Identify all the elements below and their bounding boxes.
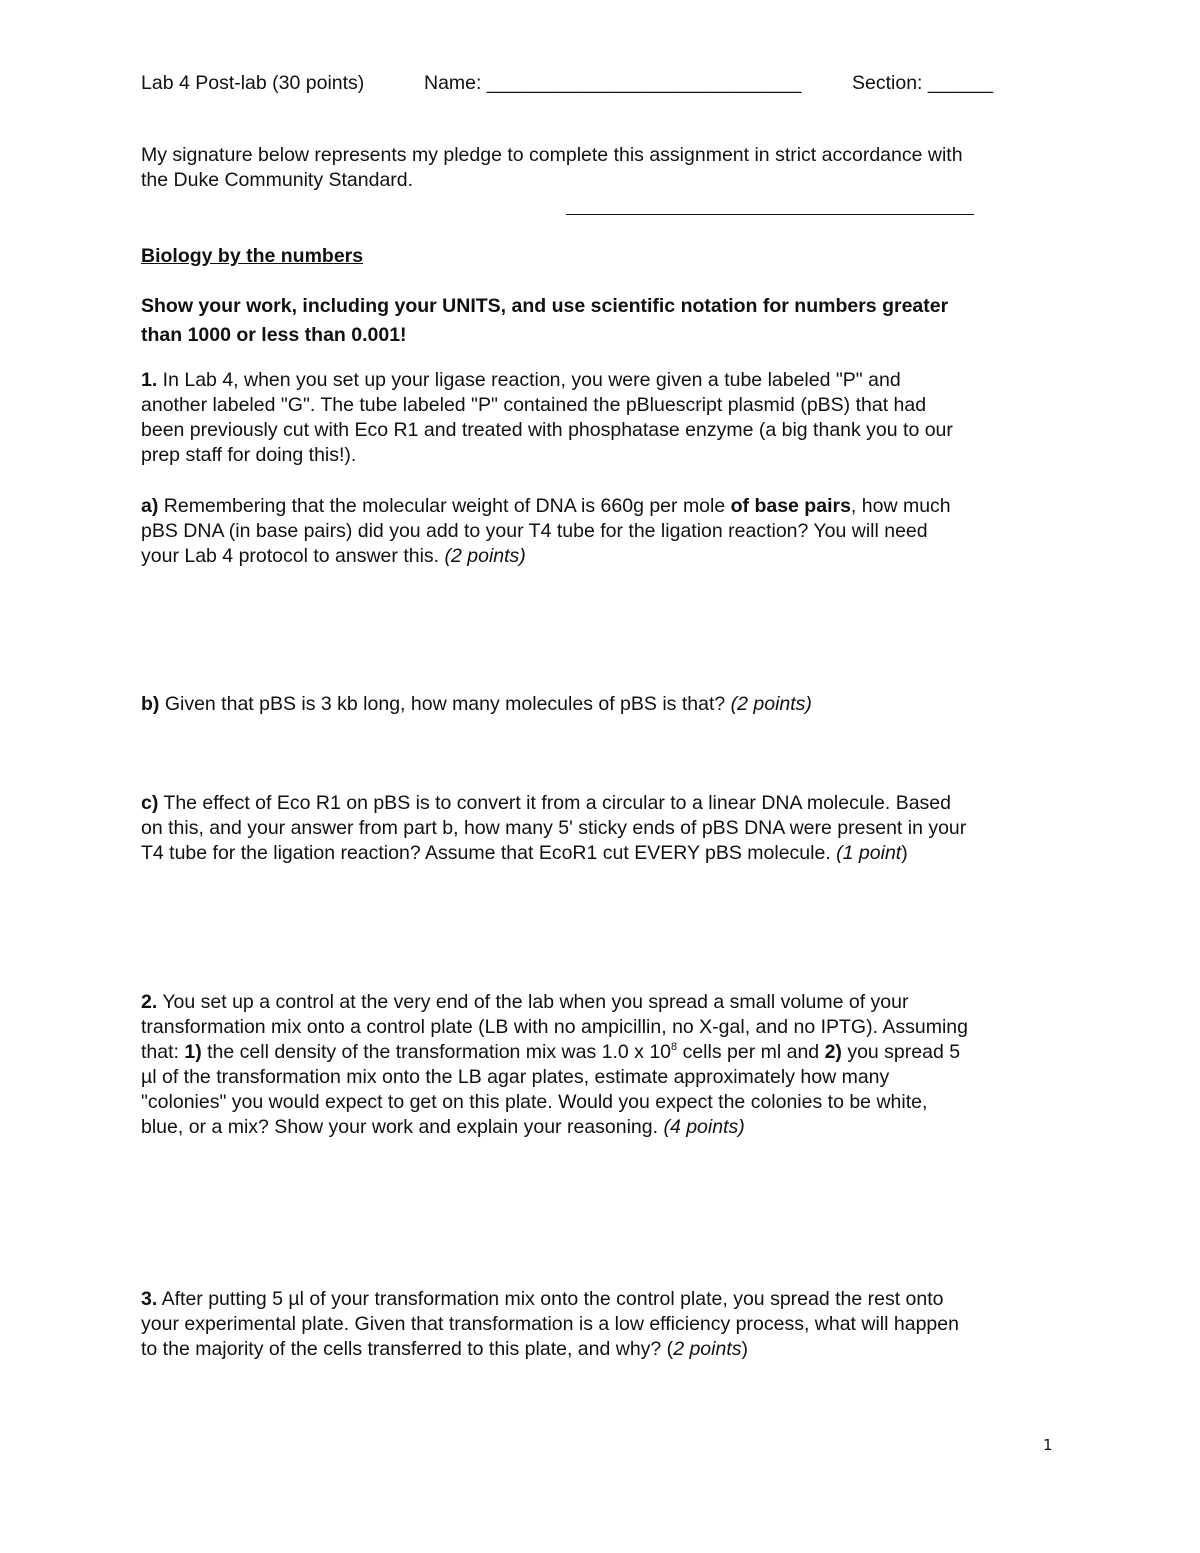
name-field: Name: _____________________________ <box>424 72 802 94</box>
question-2-line-2: transformation mix onto a control plate (LB with no ampicillin, no X-gal, and no IPTG). Assuming <box>141 1016 968 1038</box>
pledge-line-2: the Duke Community Standard. <box>141 169 414 191</box>
question-1a <box>141 494 1071 569</box>
question-1-line-4: prep staff for doing this!). <box>141 444 357 466</box>
question-2-line-3c: cells per ml and <box>677 1041 825 1063</box>
question-1c-line-3: T4 tube for the ligation reaction? Assume that EcoR1 cut EVERY pBS molecule. <box>141 842 837 864</box>
question-3-points-close: ) <box>741 1338 748 1360</box>
question-1b-text: Given that pBS is 3 kb long, how many molecules of pBS is that? <box>159 693 731 715</box>
instructions-line-2: than 1000 or less than 0.001! <box>141 324 407 346</box>
question-2-line-3d: you spread 5 <box>841 1041 961 1063</box>
question-1c-points: (1 point <box>836 842 902 864</box>
question-1-line-3: been previously cut with Eco R1 and treated with phosphatase enzyme (a big thank you to our <box>141 419 953 441</box>
question-3-number: 3. <box>141 1288 158 1310</box>
section-heading <box>141 244 1071 269</box>
instructions-line-1: Show your work, including your UNITS, and use scientific notation for numbers greater <box>141 295 949 317</box>
question-1a-points: (2 points) <box>444 545 526 567</box>
question-1a-line-1: Remembering that the molecular weight of DNA is 660g per mole <box>158 495 731 517</box>
question-1b-letter: b) <box>141 693 160 715</box>
question-1 <box>141 368 1071 468</box>
question-2-points: (4 points) <box>663 1116 745 1138</box>
section-field: Section: ______ <box>852 72 993 94</box>
question-1-line-1: In Lab 4, when you set up your ligase reaction, you were given a tube labeled "P" and <box>157 369 901 391</box>
question-2-number: 2. <box>141 991 158 1013</box>
question-2-line-1: You set up a control at the very end of the lab when you spread a small volume of your <box>157 991 909 1013</box>
question-1b-points: (2 points) <box>730 693 812 715</box>
question-1c-line-2: on this, and your answer from part b, how many 5' sticky ends of pBS DNA were present in your <box>141 817 967 839</box>
question-2-line-3b: the cell density of the transformation mix was 1.0 x 10 <box>201 1041 672 1063</box>
question-1-line-2: another labeled "G". The tube labeled "P" contained the pBluescript plasmid (pBS) that had <box>141 394 927 416</box>
question-3-line-1: After putting 5 µl of your transformation mix onto the control plate, you spread the rest onto <box>157 1288 944 1310</box>
page-number: 1 <box>1043 1436 1053 1454</box>
question-1a-line-3: your Lab 4 protocol to answer this. <box>141 545 445 567</box>
question-2 <box>141 990 1071 1140</box>
instructions <box>141 292 1071 350</box>
lab-title: Lab 4 Post-lab (30 points) <box>141 72 365 94</box>
question-1c <box>141 791 1071 866</box>
signature-line <box>566 214 974 215</box>
question-1-number: 1. <box>141 369 158 391</box>
question-1a-emphasis: of base pairs <box>730 495 851 517</box>
question-2-condition-1: 1) <box>184 1041 202 1063</box>
question-1c-points-close: ) <box>901 842 908 864</box>
question-2-line-4: µl of the transformation mix onto the LB agar plates, estimate approximately how many <box>141 1066 890 1088</box>
question-3-line-3: to the majority of the cells transferred to this plate, and why? ( <box>141 1338 674 1360</box>
pledge-statement <box>141 143 1071 193</box>
question-3-points: 2 points <box>673 1338 742 1360</box>
heading-text: Biology by the numbers <box>141 245 364 267</box>
question-1a-letter: a) <box>141 495 159 517</box>
question-1c-line-1: The effect of Eco R1 on pBS is to convert it from a circular to a linear DNA molecule. Based <box>158 792 951 814</box>
question-2-line-3a: that: <box>141 1041 185 1063</box>
question-2-line-6: blue, or a mix? Show your work and explain your reasoning. <box>141 1116 664 1138</box>
question-1c-letter: c) <box>141 792 159 814</box>
question-2-line-5: "colonies" you would expect to get on this plate. Would you expect the colonies to be white, <box>141 1091 928 1113</box>
question-3-line-2: your experimental plate. Given that transformation is a low efficiency process, what will happen <box>141 1313 959 1335</box>
question-1a-line-2: pBS DNA (in base pairs) did you add to your T4 tube for the ligation reaction? You will need <box>141 520 928 542</box>
question-3 <box>141 1287 1071 1362</box>
question-1b <box>141 692 1071 717</box>
question-1a-line-1-end: , how much <box>850 495 951 517</box>
question-2-exponent: 8 <box>671 1041 678 1053</box>
question-2-condition-2: 2) <box>824 1041 842 1063</box>
pledge-line-1: My signature below represents my pledge to complete this assignment in strict accordance with <box>141 144 963 166</box>
